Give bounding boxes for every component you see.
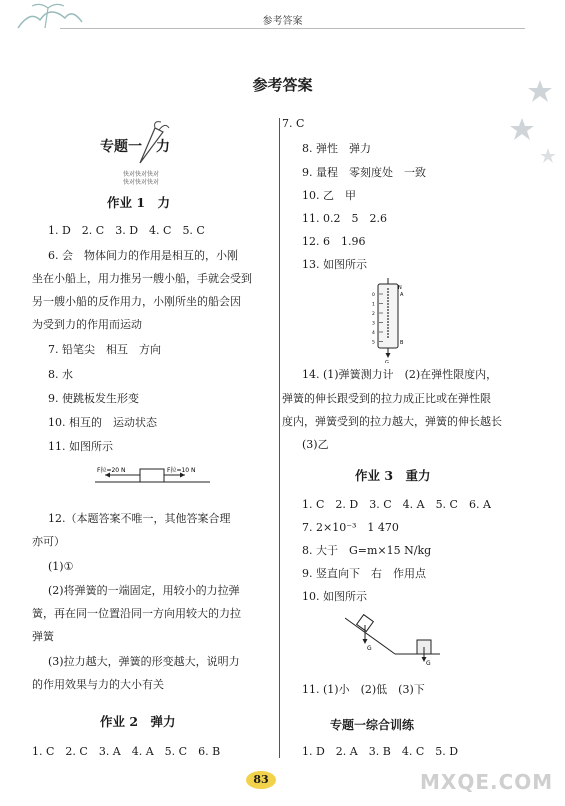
header-title: 参考答案 xyxy=(262,16,303,27)
scale-tick-label: 3 xyxy=(372,321,375,327)
answer-line: 13. 如图所示 xyxy=(302,258,367,271)
answer-line: 度内，弹簧受到的拉力越大，弹簧的伸长越长 xyxy=(282,415,502,428)
answer-line: 为受到力的作用而运动 xyxy=(32,318,142,331)
answer-line: 10. 乙 甲 xyxy=(302,189,356,202)
header-rule xyxy=(60,28,525,29)
answer-line: 弹簧 xyxy=(32,630,54,643)
answer-line: 7. 铅笔尖 相互 方向 xyxy=(48,343,161,356)
answer-line: 9. 量程 零刻度处 一致 xyxy=(302,166,426,179)
gravity-label: G xyxy=(426,660,431,667)
scale-point-a: A xyxy=(400,292,404,298)
column-divider xyxy=(279,118,280,758)
answer-line: 10. 相互的 运动状态 xyxy=(48,416,157,429)
force-label-left: F拉=20 N xyxy=(97,467,126,474)
gravity-diagram xyxy=(345,608,445,668)
answer-line: 11. (1)小 (2)低 (3)下 xyxy=(302,683,425,696)
page-title: 参考答案 xyxy=(252,76,313,94)
section-title-hw3: 作业 3 重力 xyxy=(355,468,431,483)
section-title-hw1: 作业 1 力 xyxy=(107,195,171,210)
page-number: 83 xyxy=(246,771,276,789)
topic-banner-tag: 快对快对快对 xyxy=(123,179,160,186)
answer-line: 8. 弹性 弹力 xyxy=(302,142,371,155)
scale-force-label: G xyxy=(385,360,389,363)
gravity-label: G xyxy=(367,645,372,652)
answer-line: 亦可） xyxy=(32,535,65,548)
scale-tick-label: 1 xyxy=(372,302,375,308)
answer-line: (1)① xyxy=(48,560,74,573)
scale-tick-label: 0 xyxy=(372,292,375,298)
answer-line: 6. 会 物体间力的作用是相互的，小刚 xyxy=(48,249,238,262)
scale-point-b: B xyxy=(400,340,404,346)
spring-scale-diagram xyxy=(370,278,415,363)
topic-banner-tag: 快对快对快对 xyxy=(123,171,160,178)
answer-line: 10. 如图所示 xyxy=(302,590,367,603)
answer-line: (2)将弹簧的一端固定，用较小的力拉弹 xyxy=(48,584,240,597)
answer-line: 的作用效果与力的大小有关 xyxy=(32,678,164,691)
answer-line: 簧，再在同一位置沿同一方向用较大的力拉 xyxy=(32,607,241,620)
answer-line: 坐在小船上，用力推另一艘小船，手就会受到 xyxy=(32,272,252,285)
answer-line: 1. C 2. C 3. A 4. A 5. C 6. B xyxy=(32,745,221,758)
answer-line: 9. 竖直向下 右 作用点 xyxy=(302,567,426,580)
force-label-right: F拉=10 N xyxy=(167,467,196,474)
answer-line: 7. 2×10⁻³ 1 470 xyxy=(302,521,399,534)
section-title-special: 专题一综合训练 xyxy=(330,718,415,732)
answer-line: 弹簧的伸长跟受到的拉力成正比或在弹性限 xyxy=(282,392,491,405)
topic-banner-title: 专题一 力 xyxy=(100,139,170,155)
answer-line: 1. D 2. A 3. B 4. C 5. D xyxy=(302,745,459,758)
answer-line: 12. 6 1.96 xyxy=(302,235,366,248)
answer-line: 1. D 2. C 3. D 4. C 5. C xyxy=(48,224,205,237)
answer-line: 7. C xyxy=(282,117,305,130)
answer-line: 8. 大于 G=m×15 N/kg xyxy=(302,544,432,557)
force-diagram xyxy=(95,462,215,486)
answer-line: (3)乙 xyxy=(302,438,329,451)
answer-line: 1. C 2. D 3. C 4. A 5. C 6. A xyxy=(302,498,491,511)
answer-line: (3)拉力越大，弹簧的形变越大，说明力 xyxy=(48,655,240,668)
scale-tick-label: 2 xyxy=(372,311,375,317)
answer-line: 另一艘小船的反作用力，小刚所坐的船会因 xyxy=(32,295,241,308)
answer-line: 11. 0.2 5 2.6 xyxy=(302,212,387,225)
section-title-hw2: 作业 2 弹力 xyxy=(100,714,176,729)
answer-line: 9. 使跳板发生形变 xyxy=(48,392,139,405)
answer-line: 14. (1)弹簧测力计 (2)在弹性限度内， xyxy=(302,368,498,381)
answer-line: 8. 水 xyxy=(48,368,73,381)
scale-tick-label: 4 xyxy=(372,330,375,336)
answer-line: 11. 如图所示 xyxy=(48,440,113,453)
watermark: MXQE.COM xyxy=(420,770,554,794)
scale-unit-label: N xyxy=(398,285,402,291)
answer-line: 12.（本题答案不唯一，其他答案合理 xyxy=(48,512,231,525)
scale-tick-label: 5 xyxy=(372,340,375,346)
